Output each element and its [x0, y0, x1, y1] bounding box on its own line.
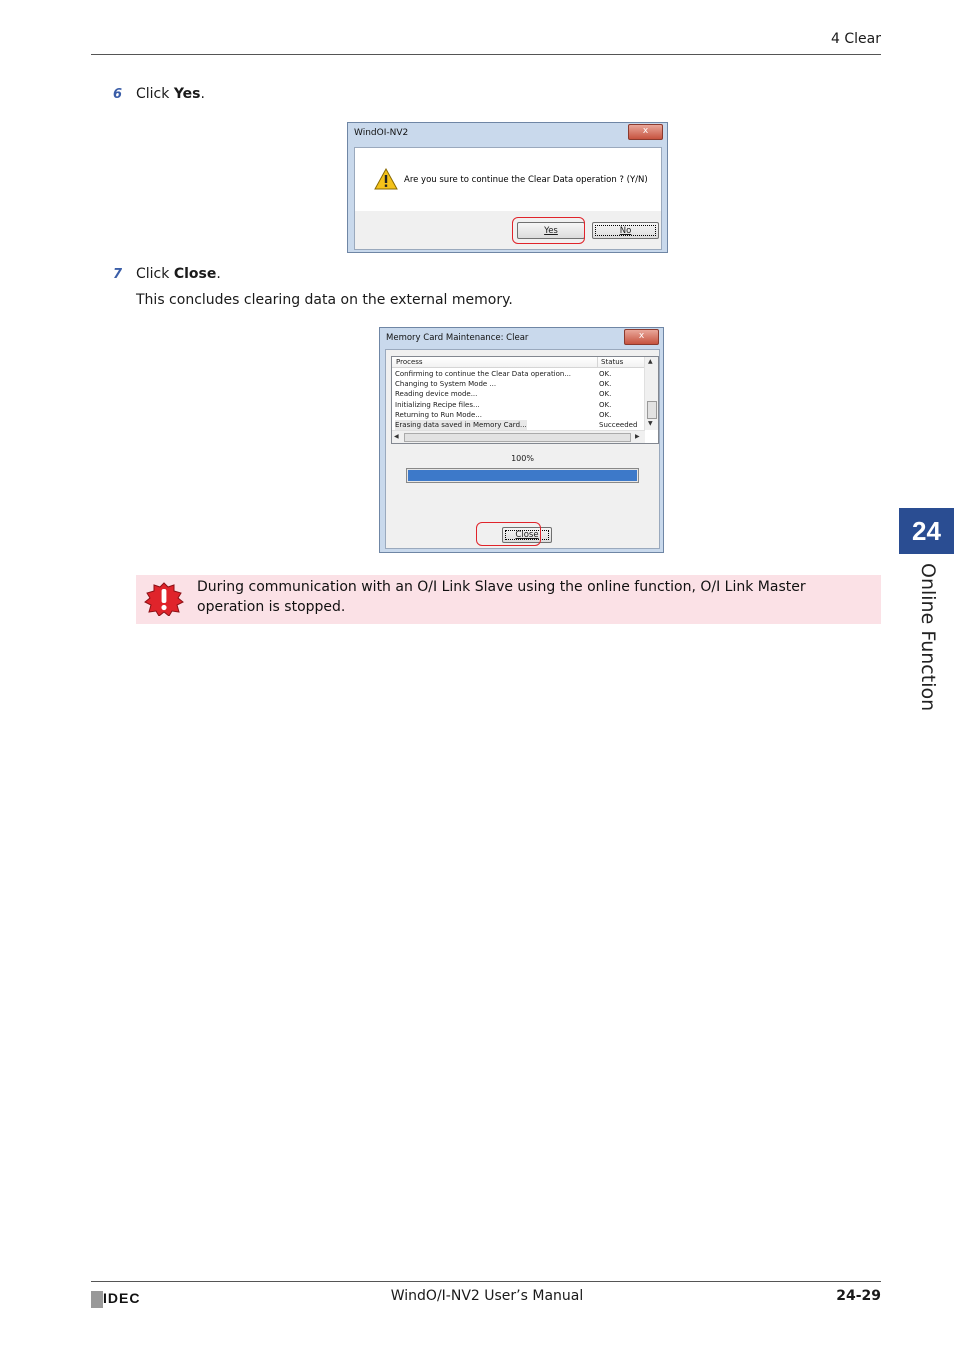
header-rule	[91, 54, 881, 55]
running-head: 4 Clear	[831, 31, 881, 47]
table-row[interactable]	[392, 400, 645, 410]
close-button-label: Close	[515, 530, 539, 540]
yes-button-label: Yes	[544, 226, 558, 236]
step-6-action: Yes	[173, 86, 201, 102]
brand-text: IDEC	[103, 1290, 141, 1306]
confirm-dialog-footer	[355, 211, 661, 249]
warning-icon	[374, 168, 398, 190]
row-status: OK.	[599, 370, 612, 378]
caution-text: During communication with an O/I Link Slave using the online function, O/I Link Master operation is stopped.	[197, 579, 806, 615]
step-6-suffix: .	[200, 86, 205, 102]
table-row[interactable]	[392, 389, 645, 399]
progress-bar-fill	[408, 470, 637, 481]
row-process: Confirming to continue the Clear Data operation...	[395, 370, 572, 378]
confirm-dialog-title: WindOI-NV2	[354, 128, 409, 138]
column-header-status[interactable]: Status	[597, 357, 645, 368]
step-number-6: 6	[113, 87, 123, 102]
row-status: OK.	[599, 380, 612, 389]
row-process: Initializing Recipe files...	[395, 400, 480, 409]
manual-title: WindO/I-NV2 User’s Manual	[390, 1288, 584, 1304]
progress-bar	[406, 468, 639, 483]
progress-percent: 100%	[511, 454, 534, 463]
page-number: 24-29	[836, 1288, 881, 1304]
caution-box	[136, 575, 881, 624]
scroll-down-icon[interactable]: ▼	[648, 420, 653, 427]
no-button[interactable]	[592, 222, 659, 239]
yes-highlight-ring	[512, 217, 585, 244]
step-7-note: This concludes clearing data on the external memory.	[136, 292, 513, 308]
table-row[interactable]	[392, 369, 645, 379]
chapter-tab: 24	[899, 508, 954, 554]
table-row[interactable]	[392, 379, 645, 389]
hscroll-thumb[interactable]	[404, 433, 631, 442]
step-7-suffix: .	[216, 266, 221, 282]
horizontal-scrollbar[interactable]	[392, 430, 645, 443]
row-process: Reading device mode...	[395, 390, 478, 399]
confirm-message: Are you sure to continue the Clear Data operation ? (Y/N)	[404, 175, 648, 185]
clear-dialog-close-x-button[interactable]: x	[624, 329, 659, 345]
scroll-thumb[interactable]	[647, 401, 657, 419]
no-button-focus	[595, 225, 656, 236]
step-7-prefix: Click	[136, 266, 174, 282]
process-list[interactable]	[391, 356, 659, 444]
scroll-up-icon[interactable]: ▲	[648, 358, 653, 365]
footer-rule	[91, 1281, 881, 1282]
row-status: OK.	[599, 390, 612, 399]
step-6-prefix: Click	[136, 86, 174, 102]
clear-dialog-title: Memory Card Maintenance: Clear	[386, 333, 529, 343]
confirm-dialog	[347, 122, 668, 253]
step-7-action: Close	[173, 266, 217, 282]
row-process: Erasing data saved in Memory Card...	[395, 421, 527, 429]
row-process: Returning to Run Mode...	[395, 410, 482, 419]
row-process: Changing to System Mode ...	[395, 380, 497, 389]
scroll-right-icon[interactable]: ▶	[635, 433, 640, 440]
confirm-dialog-body	[354, 147, 662, 250]
no-button-label: No	[619, 226, 632, 236]
vertical-scrollbar[interactable]	[644, 357, 658, 430]
step-6-text	[136, 86, 205, 102]
clear-dialog-body	[385, 349, 660, 549]
close-highlight-ring	[476, 522, 541, 546]
chapter-side-title: Online Function	[917, 563, 939, 712]
confirm-dialog-close-button[interactable]: x	[628, 124, 663, 140]
step-number-7: 7	[113, 267, 123, 282]
caution-icon	[144, 582, 184, 616]
row-status: OK.	[599, 410, 612, 419]
row-status: OK.	[599, 400, 612, 409]
row-status: Succeeded	[599, 421, 638, 429]
table-row[interactable]	[392, 410, 645, 420]
scroll-left-icon[interactable]: ◀	[394, 433, 399, 440]
table-row[interactable]	[392, 420, 645, 430]
clear-dialog	[379, 327, 664, 553]
column-header-process[interactable]: Process	[392, 357, 597, 368]
step-7-text	[136, 266, 221, 282]
